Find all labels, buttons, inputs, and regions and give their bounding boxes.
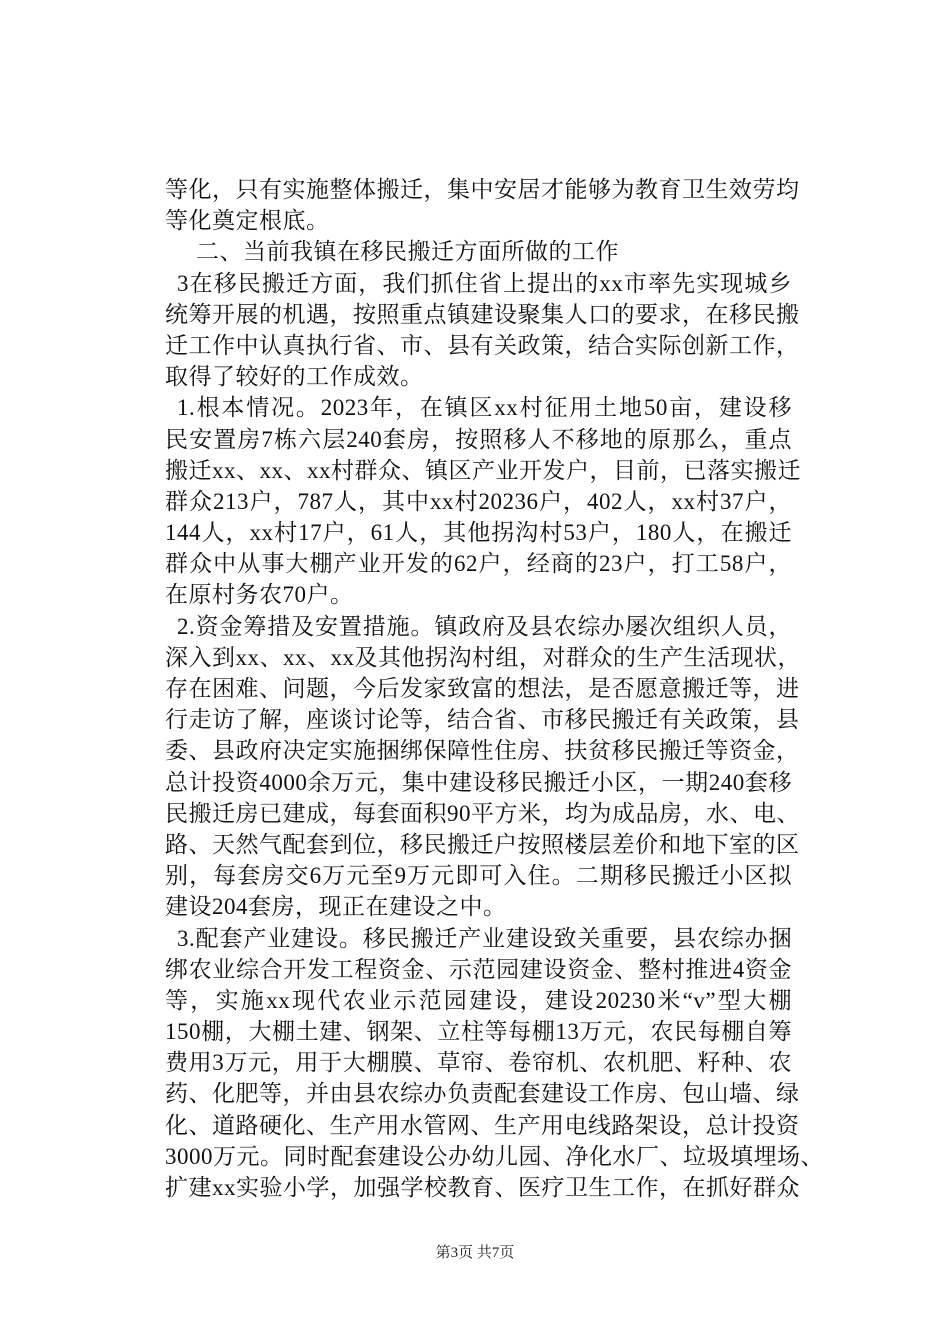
text-line: 统筹开展的机遇，按照重点镇建设聚集人口的要求，在移民搬 [165,301,800,327]
text-line: 144人，xx村17户，61人，其他拐沟村53户，180人，在搬迁 [165,520,792,546]
text-line: 存在困难、问题，今后发家致富的想法，是否愿意搬迁等，进 [165,676,800,701]
text-line: 150棚，大棚土建、钢架、立柱等每棚13万元，农民每棚自筹 [165,1019,792,1045]
text-line: 3000万元。同时配套建设公办幼儿园、净化水厂、垃圾填埋场、 [165,1143,824,1169]
text-line: 在原村务农70户。 [165,582,354,608]
text-line: 1.根本情况。2023年，在镇区xx村征用土地50亩，建设移 [177,395,792,421]
body-text [165,174,824,1203]
text-line: 别，每套房交6万元至9万元即可入住。二期移民搬迁小区拟 [165,863,792,889]
text-line: 深入到xx、xx、xx及其他拐沟村组，对群众的生产生活现状， [165,644,801,670]
text-line: 搬迁xx、xx、xx村群众、镇区产业开发户，目前，已落实搬迁 [165,457,801,483]
text-line: 民安置房7栋六层240套房，按照移人不移地的原那么，重点 [165,426,792,452]
text-line: 3在移民搬迁方面，我们抓住省上提出的xx市率先实现城乡 [177,270,792,296]
text-line: 等，实施xx现代农业示范园建设，建设20230米“v”型大棚 [165,987,792,1013]
text-line: 等化奠定根底。 [165,208,330,234]
text-line: 总计投资4000余万元，集中建设移民搬迁小区，一期240套移 [165,769,792,795]
text-line: 迁工作中认真执行省、市、县有关政策，结合实际创新工作， [165,332,800,358]
text-line: 群众中从事大棚产业开发的62户，经商的23户，打工58户， [165,551,792,577]
text-line: 扩建xx实验小学，加强学校教育、医疗卫生工作，在抓好群众 [165,1175,800,1200]
page-number-footer: 第3页 共7页 [435,1245,515,1261]
text-line: 3.配套产业建设。移民搬迁产业建设致关重要，县农综办捆 [177,925,792,951]
text-line: 路、天然气配套到位，移民搬迁户按照楼层差价和地下室的区 [165,831,800,857]
section-heading: 二、当前我镇在移民搬迁方面所做的工作 [196,239,619,265]
text-line: 药、化肥等，并由县农综办负责配套建设工作房、包山墙、绿 [165,1081,800,1107]
text-line: 群众213户，787人，其中xx村20236户，402人，xx村37户， [165,488,792,514]
text-line: 费用3万元，用于大棚膜、草帘、卷帘机、农机肥、籽种、农 [165,1050,792,1076]
text-line: 等化，只有实施整体搬迁，集中安居才能够为教育卫生效劳均 [165,177,800,202]
text-line: 化、道路硬化、生产用水管网、生产用电线路架设，总计投资 [165,1112,800,1138]
text-line: 2.资金筹措及安置措施。镇政府及县农综办屡次组织人员， [177,613,792,639]
text-line: 行走访了解，座谈讨论等，结合省、市移民搬迁有关政策，县 [165,707,800,733]
text-line: 民搬迁房已建成，每套面积90平方米，均为成品房，水、电、 [165,800,800,826]
text-line: 绑农业综合开发工程资金、示范园建设资金、整村推进4资金 [165,956,792,982]
text-line: 委、县政府决定实施捆绑保障性住房、扶贫移民搬迁等资金， [165,738,800,764]
text-line: 取得了较好的工作成效。 [165,364,424,390]
text-line: 建设204套房，现正在建设之中。 [165,894,507,920]
